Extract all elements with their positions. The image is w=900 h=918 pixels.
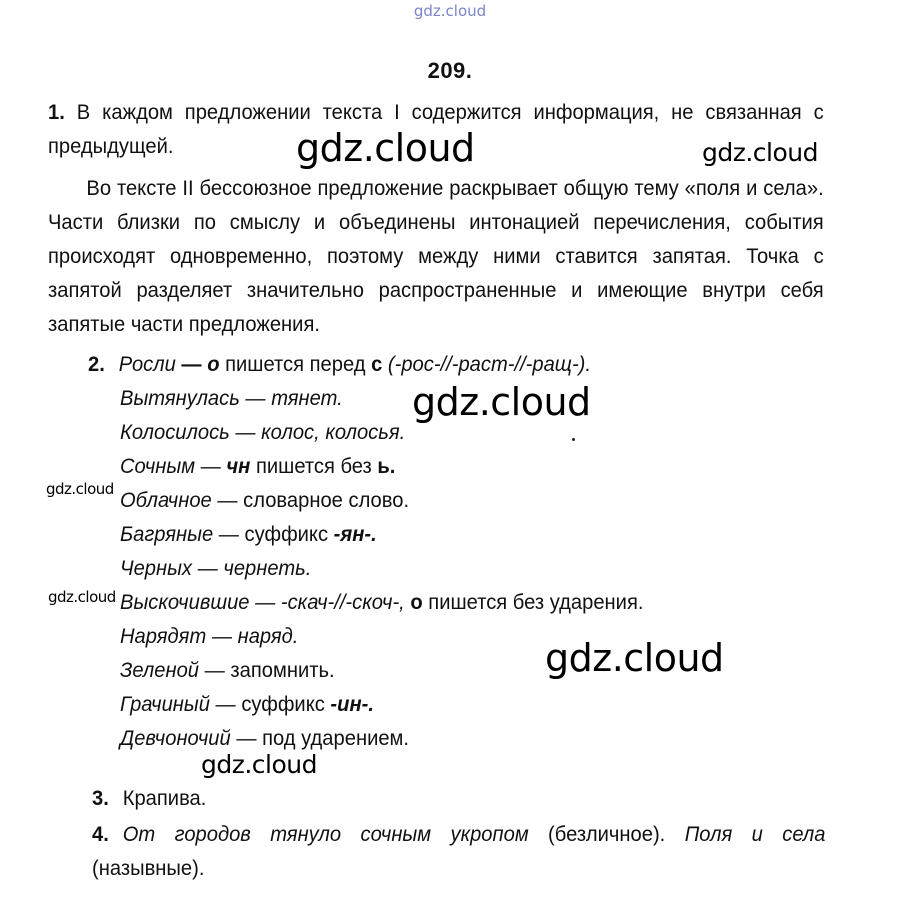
list-item: Багряные — суффикс -ян-.	[120, 523, 377, 546]
watermark: gdz.cloud	[545, 636, 724, 680]
watermark: gdz.cloud	[48, 588, 116, 606]
list-item: Зеленой — запомнить.	[120, 659, 335, 682]
paragraph-2-text: Во тексте II бессоюзное предложение раскрывает общую тему «поля и села». Части близки по смыслу и объединены интонацией перечисления, события происходят одновременно, поэтому между ними ставится запятая. Точка с запятой разделяет значительно распространенные и имеющие внутри себя запятые части предложения.	[48, 177, 824, 336]
section-4-number: 4.	[92, 823, 109, 846]
list-item: Черных — чернеть.	[120, 557, 312, 580]
scan-speck	[572, 438, 575, 441]
watermark: gdz.cloud	[412, 380, 591, 424]
watermark: gdz.cloud	[702, 138, 819, 167]
watermark: gdz.cloud	[46, 480, 114, 498]
list-item: Сочным — чн пишется без ь.	[120, 455, 396, 478]
list-item: Девчоночий — под ударением.	[120, 727, 410, 750]
watermark: gdz.cloud	[296, 126, 475, 170]
section-3-number: 3.	[92, 787, 109, 810]
list-item: 2. Росли — о пишется перед с (-рос-//-раст-//-ращ-).	[88, 348, 591, 382]
section-1-paragraph-2	[48, 172, 824, 342]
section-3-text: Крапива.	[122, 787, 207, 810]
list-item: Облачное — словарное слово.	[120, 489, 410, 512]
section-3	[92, 782, 206, 816]
watermark: gdz.cloud	[201, 750, 318, 779]
section-1-sentence: В каждом предложении текста I содержится информация, не связанная с предыдущей.	[48, 101, 824, 158]
list-item: Нарядят — наряд.	[120, 625, 299, 648]
list-item: Колосилось — колос, колосья.	[120, 421, 406, 444]
task-number: 209.	[427, 58, 473, 83]
section-2-number: 2.	[88, 353, 105, 376]
list-item: Выскочившие — -скач-//-скоч-, о пишется без ударения.	[120, 591, 644, 614]
watermark-top: gdz.cloud	[413, 2, 487, 20]
section-1-number: 1.	[48, 101, 65, 124]
list-item: Вытянулась — тянет.	[120, 387, 343, 410]
section-4: 4. От городов тянуло сочным укропом (безличное). Поля и села (назывные).	[92, 818, 825, 886]
list-item: Грачиный — суффикс -ин-.	[120, 693, 374, 716]
